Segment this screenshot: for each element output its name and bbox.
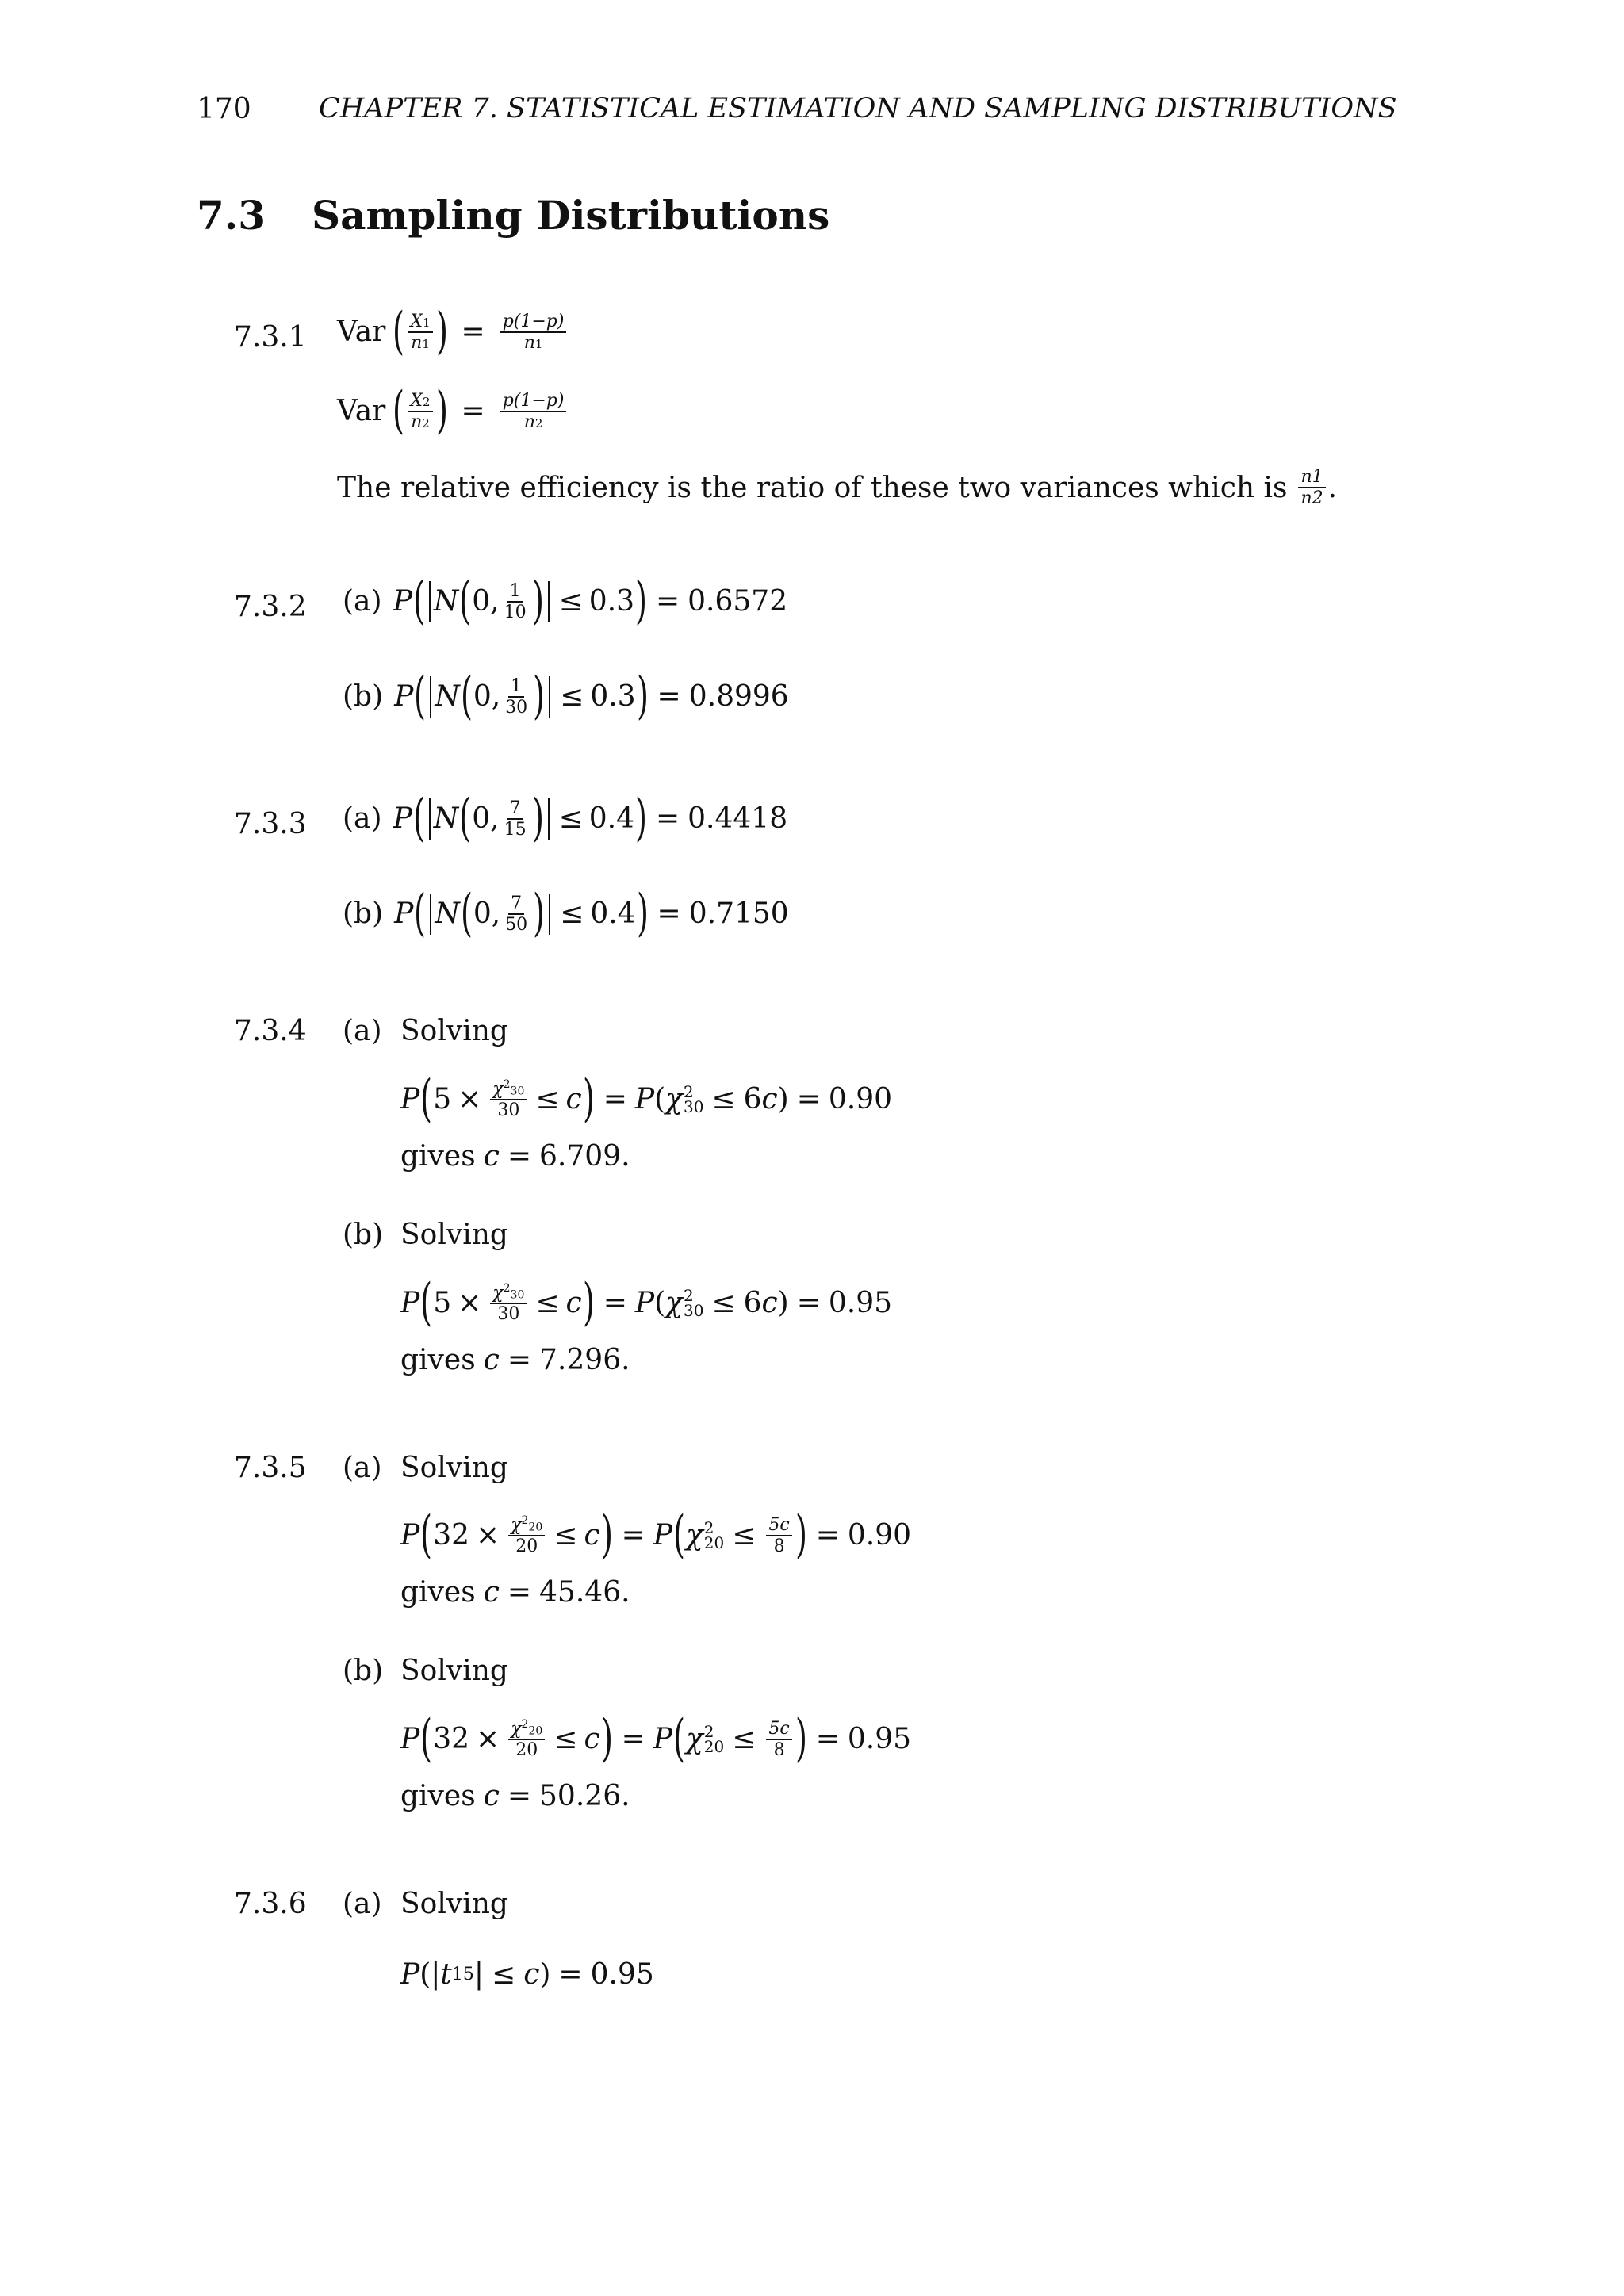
- problem-number: 7.3.1: [234, 321, 307, 354]
- result-line: gives c = 45.46 .: [400, 1576, 630, 1609]
- equation-var-x2: Var ( $\frac{X2}{n2}$ ) = $\frac{p(1-p)}{n2}$: [337, 388, 569, 434]
- equation-part-b: (b) P ( N ( 0, $\frac{1}{30}$ ) ≤ 0.3 ) = 0.8996: [343, 667, 789, 725]
- problem-number: 7.3.5: [234, 1452, 307, 1484]
- equation-part-b: (b) P ( N ( 0, $\frac{7}{50}$ ) ≤ 0.4 ) = 0.7150: [343, 884, 789, 943]
- result-line: gives c = 6.709 .: [400, 1140, 630, 1173]
- section-title: Sampling Distributions: [312, 192, 830, 239]
- equation-var-x1: Var ( $\frac{X1}{n1}$ ) = $\frac{p(1-p)}{n1}$: [337, 309, 569, 355]
- equation-chi-square: P ( 5 × $\frac{\chi^230}{30}$ ≤ c ) = P ( χ 2 30 ≤ 6 c ) = 0.95: [400, 1273, 893, 1332]
- page-number: 170: [197, 93, 251, 125]
- part-label: (a): [343, 1452, 382, 1484]
- section-heading: [197, 192, 829, 239]
- result-line: gives c = 50.26 .: [400, 1780, 630, 1812]
- running-title: CHAPTER 7. STATISTICAL ESTIMATION AND SAMPLING DISTRIBUTIONS: [319, 93, 1397, 124]
- solving-text: Solving: [400, 1888, 508, 1920]
- part-label: (a): [343, 1015, 382, 1047]
- part-label: (b): [343, 1219, 384, 1251]
- problem-number: 7.3.4: [234, 1015, 307, 1047]
- part-label: (a): [343, 1888, 382, 1920]
- part-label: (b): [343, 1655, 384, 1687]
- section-number: 7.3: [197, 192, 266, 239]
- problem-number: 7.3.6: [234, 1888, 307, 1920]
- equation-chi-square: P ( 32 × $\frac{\chi^220}{20}$ ≤ c ) = P ( χ 2 20 ≤ $\frac{5c}{8}$ ) = 0.90: [400, 1506, 912, 1564]
- equation-part-a: (a) P ( N ( 0, $\frac{7}{15}$ ) ≤ 0.4 ) = 0.4418: [343, 789, 788, 848]
- relative-efficiency-text: The relative efficiency is the ratio of these two variances which is $\frac{n1}{n2}$ .: [337, 467, 1338, 509]
- solving-text: Solving: [400, 1655, 508, 1687]
- solving-text: Solving: [400, 1452, 508, 1484]
- result-line: gives c = 7.296 .: [400, 1344, 630, 1376]
- equation-t-distribution: P (| t 15 | ≤ c ) = 0.95: [400, 1958, 654, 1991]
- equation-part-a: (a) P ( N ( 0, $\frac{1}{10}$ ) ≤ 0.3 ) = 0.6572: [343, 572, 788, 630]
- solving-text: Solving: [400, 1219, 508, 1251]
- problem-number: 7.3.3: [234, 808, 307, 840]
- equation-chi-square: P ( 32 × $\frac{\chi^220}{20}$ ≤ c ) = P ( χ 2 20 ≤ $\frac{5c}{8}$ ) = 0.95: [400, 1709, 912, 1768]
- solving-text: Solving: [400, 1015, 508, 1047]
- equation-chi-square: P ( 5 × $\frac{\chi^230}{30}$ ≤ c ) = P ( χ 2 30 ≤ 6 c ) = 0.90: [400, 1070, 893, 1128]
- problem-number: 7.3.2: [234, 591, 307, 623]
